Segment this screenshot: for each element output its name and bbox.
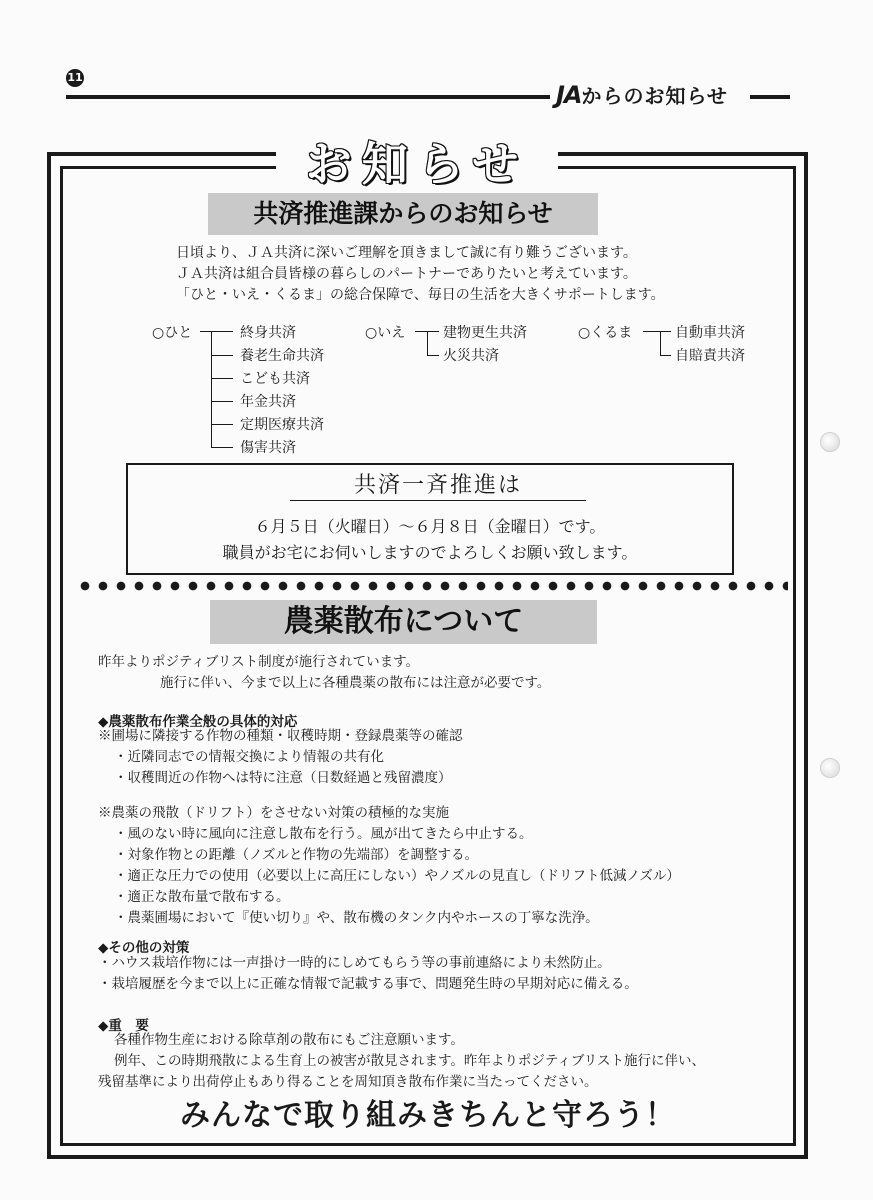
hito-item: 養老生命共済 — [240, 348, 324, 364]
intro-line: ＪＡ共済は組合員皆様の暮らしのパートナーでありたいと考えています。 — [176, 266, 637, 282]
tree-connector — [200, 331, 233, 332]
main-title: お知らせ — [305, 137, 529, 191]
dotted-divider — [76, 579, 788, 593]
general-heading: ◆農薬散布作業全般の具体的対応 — [98, 714, 298, 730]
hito-item: こども共済 — [240, 371, 310, 387]
general-sub2-item: ・農薬圃場において『使い切り』や、散布機のタンク内やホースの丁寧な洗浄。 — [114, 910, 599, 926]
campaign-message: 職員がお宅にお伺いしますのでよろしくお願い致します。 — [222, 543, 638, 562]
tree-connector — [660, 331, 661, 355]
tree-connector — [211, 401, 233, 402]
general-sub2-item: ・風のない時に風向に注意し散布を行う。風が出てきたら中止する。 — [114, 826, 533, 842]
tree-connector — [211, 378, 233, 379]
tree-connector — [211, 424, 233, 425]
header-title-text: からのお知らせ — [581, 84, 728, 108]
section1-heading: 共済推進課からのお知らせ — [208, 193, 598, 235]
general-sub1-item: ・近隣同志での情報交換により情報の共有化 — [114, 749, 384, 765]
important-line: 例年、この時期飛散による生育上の被害が散見されます。昨年よりポジティブリスト施行に伴い、 — [114, 1053, 706, 1069]
punch-hole — [820, 758, 840, 778]
ie-item: 火災共済 — [443, 348, 499, 364]
general-sub1: ※圃場に隣接する作物の種類・収穫時期・登録農薬等の確認 — [98, 728, 463, 744]
tree-connector — [211, 447, 233, 448]
general-sub2-item: ・対象作物との距離（ノズルと作物の先端部）を調整する。 — [114, 847, 478, 863]
general-sub1-item: ・収穫間近の作物へは特に注意（日数経過と残留濃度） — [114, 770, 452, 786]
tree-connector — [643, 331, 671, 332]
ja-logo: JA — [556, 81, 582, 109]
category-ie-label: ○いえ — [365, 325, 406, 341]
important-heading: ◆重 要 — [98, 1018, 149, 1034]
campaign-title-underline — [290, 500, 586, 501]
hito-item: 年金共済 — [240, 394, 296, 410]
punch-hole — [820, 432, 840, 452]
slogan: みんなで取り組みきちんと守ろう！ — [180, 1098, 676, 1133]
important-line: 各種作物生産における除草剤の散布にもご注意願います。 — [114, 1032, 464, 1048]
kuruma-item: 自賠責共済 — [675, 348, 745, 364]
ie-item: 建物更生共済 — [443, 325, 527, 341]
intro-line: 日頃より、ＪＡ共済に深いご理解を頂きまして誠に有り難うございます。 — [176, 245, 637, 261]
tree-connector — [211, 355, 233, 356]
other-item: ・栽培履歴を今まで以上に正確な情報で記載する事で、問題発生時の早期対応に備える。 — [98, 976, 638, 992]
campaign-title: 共済一斉推進は — [353, 473, 522, 498]
page-number: 11 — [66, 69, 84, 87]
header-title — [556, 80, 728, 109]
section1-intro — [176, 243, 665, 306]
category-hito-label: ○ひと — [152, 325, 193, 341]
kuruma-item: 自動車共済 — [675, 325, 745, 341]
other-item: ・ハウス栽培作物には一声掛け一時的にしめてもらう等の事前連絡により未然防止。 — [98, 955, 611, 971]
important-line: 残留基準により出荷停止もあり得ることを周知頂き散布作業に当たってください。 — [98, 1074, 598, 1090]
section2-intro-line: 昨年よりポジティブリスト制度が施行されています。 — [98, 654, 420, 670]
category-kuruma-label: ○くるま — [578, 325, 633, 341]
intro-line: 「ひと・いえ・くるま」の総合保障で、毎日の生活を大きくサポートします。 — [176, 287, 665, 303]
general-sub2-item: ・適正な圧力での使用（必要以上に高圧にしない）やノズルの見直し（ドリフト低減ノズル） — [114, 868, 680, 884]
header-rule-right — [750, 95, 790, 99]
header-rule — [66, 95, 550, 99]
hito-item: 終身共済 — [240, 325, 296, 341]
other-heading: ◆その他の対策 — [98, 940, 190, 956]
campaign-dates: ６月５日（火曜日）～６月８日（金曜日）です。 — [254, 517, 606, 536]
general-sub2: ※農薬の飛散（ドリフト）をさせない対策の積極的な実施 — [98, 805, 449, 821]
general-sub2-item: ・適正な散布量で散布する。 — [114, 889, 290, 905]
section2-intro-line: 施行に伴い、今まで以上に各種農薬の散布には注意が必要です。 — [160, 675, 551, 691]
tree-connector — [427, 355, 439, 356]
tree-connector — [427, 331, 428, 355]
hito-item: 定期医療共済 — [240, 417, 324, 433]
tree-connector — [211, 331, 212, 447]
hito-item: 傷害共済 — [240, 440, 296, 456]
section2-heading: 農薬散布について — [210, 600, 597, 644]
tree-connector — [660, 355, 671, 356]
